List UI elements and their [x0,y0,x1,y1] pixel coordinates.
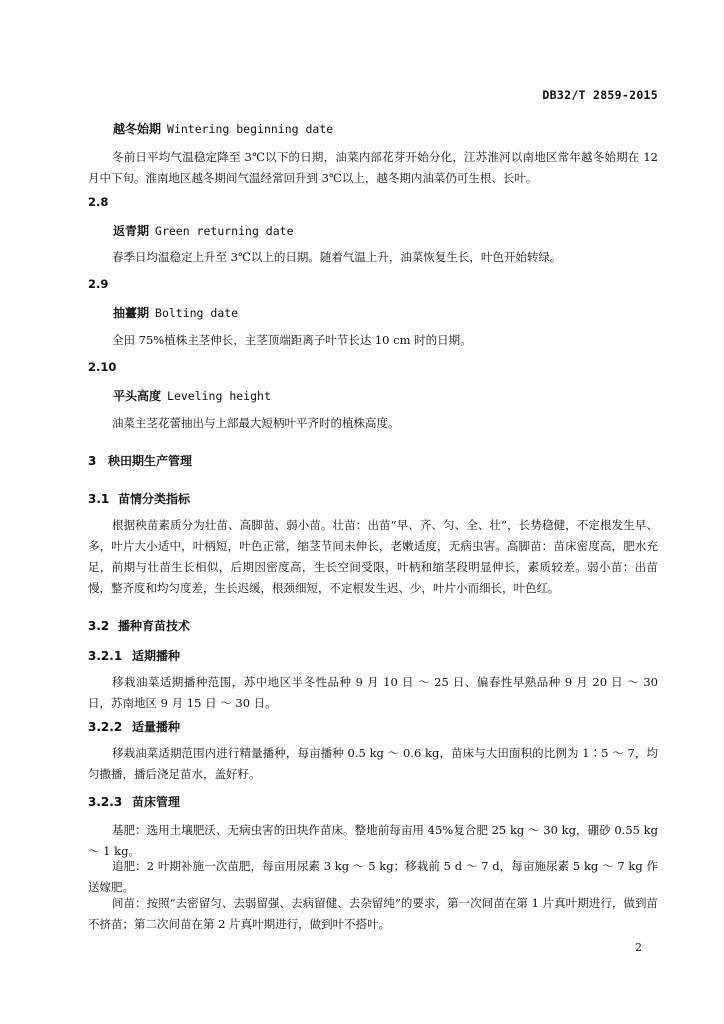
section-number: 3.2 [88,619,110,633]
term-heading [113,387,271,404]
section-heading [88,452,658,469]
section-heading [88,617,658,634]
clause-number: 2.9 [88,277,109,291]
term-en: Green returning date [155,224,294,238]
section-number: 3.1 [88,492,110,506]
page-number: 2 [635,941,642,954]
clause-number: 2.10 [88,360,117,374]
term-definition: 冬前日平均气温稳定降至 3℃以下的日期，油菜内部花芽开始分化，江苏淮河以南地区常年越冬始期在 12 月中下旬。淮南地区越冬期间气温经常回升到 3℃以上，越冬期内油菜仍可生根、长叶。 [88,150,658,185]
section-title: 适量播种 [132,720,181,734]
term-zh: 平头高度 [113,389,162,403]
term-en: Wintering beginning date [167,122,334,136]
term-en: Bolting date [155,306,239,320]
term-zh: 返青期 [113,224,150,238]
section-heading [88,647,658,664]
term-definition: 春季日均温稳定上升至 3℃以上的日期。随着气温上升，油菜恢复生长，叶色开始转绿。 [112,250,562,264]
section-title: 秧田期生产管理 [108,454,193,468]
section-heading [88,793,658,810]
section-title: 苗情分类指标 [118,492,191,506]
section-paragraph: 移栽油菜适期播种范围，苏中地区半冬性品种 9 月 10 日 ～ 25 日、偏春性早熟品种 9 月 20 日 ～ 30 日，苏南地区 9 月 15 日 ～ 30 日。 [88,675,658,710]
term-definition: 全田 75%植株主茎伸长，主茎顶端距离子叶节长达 10 cm 时的日期。 [112,333,472,347]
term-heading [113,120,333,137]
term-definition: 油菜主茎花蕾抽出与上部最大短柄叶平齐时的植株高度。 [112,416,400,430]
section-title: 苗床管理 [132,795,181,809]
clause-number: 2.8 [88,195,109,209]
section-number: 3 [88,454,97,468]
section-paragraph: 移栽油菜适期范围内进行精量播种，每亩播种 0.5 kg ～ 0.6 kg，苗床与大田面积的比例为 1∶5 ～ 7，均匀撒播，播后浇足苗水，盖好籽。 [88,746,658,781]
term-zh: 抽薹期 [113,306,150,320]
section-number: 3.2.2 [88,720,123,734]
section-title: 适期播种 [132,649,181,663]
term-en: Leveling height [167,389,271,403]
section-paragraph: 追肥：2 叶期补施一次苗肥，每亩用尿素 3 kg ～ 5 kg；移栽前 5 d ～ 7 d，每亩施尿素 5 kg ～ 7 kg 作送嫁肥。 [88,859,658,894]
section-number: 3.2.1 [88,649,123,663]
section-heading [88,718,658,735]
section-paragraph: 间苗：按照“去密留匀、去弱留强、去病留健、去杂留纯”的要求，第一次间苗在第 1 片真叶期进行，做到苗不挤苗；第二次间苗在第 2 片真叶期进行，做到叶不搭叶。 [88,896,658,931]
section-paragraph: 基肥：选用土壤肥沃、无病虫害的田块作苗床。整地前每亩用 45%复合肥 25 kg ～ 30 kg，硼砂 0.55 kg ～ 1 kg。 [88,823,658,858]
section-number: 3.2.3 [88,795,123,809]
doc-code-header: DB32/T 2859-2015 [542,88,658,102]
term-heading [113,222,294,239]
section-paragraph: 根据秧苗素质分为壮苗、高脚苗、弱小苗。壮苗：出苗“早、齐、匀、全、壮”，长势稳健，不定根发生早、多，叶片大小适中，叶柄短，叶色正常，缩茎节间未伸长，老嫩适度，无病虫害。高脚苗：苗床密度高，肥水充足，前期与壮苗生长相似，后期因密度高，生长空间受限，叶柄和缩茎段明显伸长，素质较差。弱小苗：出苗慢，整齐度和均匀度差，生长迟缓，根颈细短，不定根发生迟、少，叶片小而细长，叶色红。 [88,518,658,595]
term-zh: 越冬始期 [113,122,162,136]
section-title: 播种育苗技术 [118,619,191,633]
section-heading [88,490,658,507]
term-heading [113,304,238,321]
